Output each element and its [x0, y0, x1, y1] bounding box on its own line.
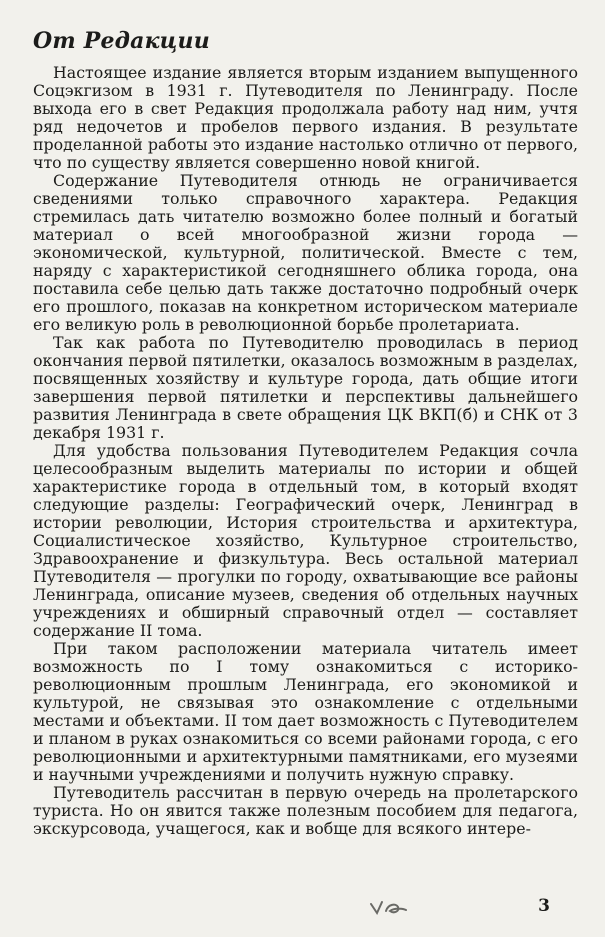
paragraph-5: При таком расположении материала читатель имеет возможность по I тому ознакомиться с историко-революционным прошлым Ленинграда, его экономикой и культурой, не связывая это ознакомление с отдельными местами и объектами. II том дает возможность с Путеводителем и планом в руках ознакомиться со всеми районами города, с его революционными и архитектурными памятниками, его музеями и научными учреждениями и получить нужную справку.: [33, 639, 578, 784]
paragraph-2: Содержание Путеводителя отнюдь не ограничивается сведениями только справочного характера. Редакция стремилась дать читателю возможно более полный и богатый материал о всей многообразной жизни города — экономической, культурной, политической. Вместе с тем, наряду с характеристикой сегодняшнего облика города, она поставила себе целью дать также достаточно подробный очерк его прошлого, показав на конкретном историческом материале его великую роль в революционной борьбе пролетариата.: [33, 171, 578, 334]
paragraph-1: Настоящее издание является вторым изданием выпущенного Соцэкгизом в 1931 г. Путеводителя по Ленинграду. После выхода его в свет Редакция продолжала работу над ним, учтя ряд недочетов и пробелов первого издания. В результате проделанной работы это издание настолько отлично от первого, что по существу является совершенно новой книгой.: [33, 63, 578, 172]
paragraph-3: Так как работа по Путеводителю проводилась в период окончания первой пятилетки, оказалось возможным в разделах, посвященных хозяйству и культуре города, дать общие итоги завершения первой пятилетки и перспективы дальнейшего развития Ленинграда в свете обращения ЦК ВКП(б) и СНК от 3 декабря 1931 г.: [33, 333, 578, 442]
paragraph-6: Путеводитель рассчитан в первую очередь на пролетарского туриста. Но он явится также полезным пособием для педагога, экскурсовода, учащегося, как и вобще для всякого интере-: [33, 783, 578, 838]
handwritten-mark: [368, 898, 410, 918]
page-number: 3: [538, 896, 550, 916]
page-heading: От Редакции: [33, 28, 210, 54]
page-content: [33, 26, 578, 916]
paragraph-4: Для удобства пользования Путеводителем Редакция сочла целесообразным выделить материалы по истории и общей характеристике города в отдельный том, в который входят следующие разделы: Географический очерк, Ленинград в истории революции, История строительства и архитектура, Социалистическое хозяйство, Культурное строительство, Здравоохранение и физкультура. Весь остальной материал Путеводителя — прогулки по городу, охватывающие все районы Ленинграда, описание музеев, сведения об отдельных научных учреждениях и обширный справочный отдел — составляет содержание II тома.: [33, 441, 578, 640]
